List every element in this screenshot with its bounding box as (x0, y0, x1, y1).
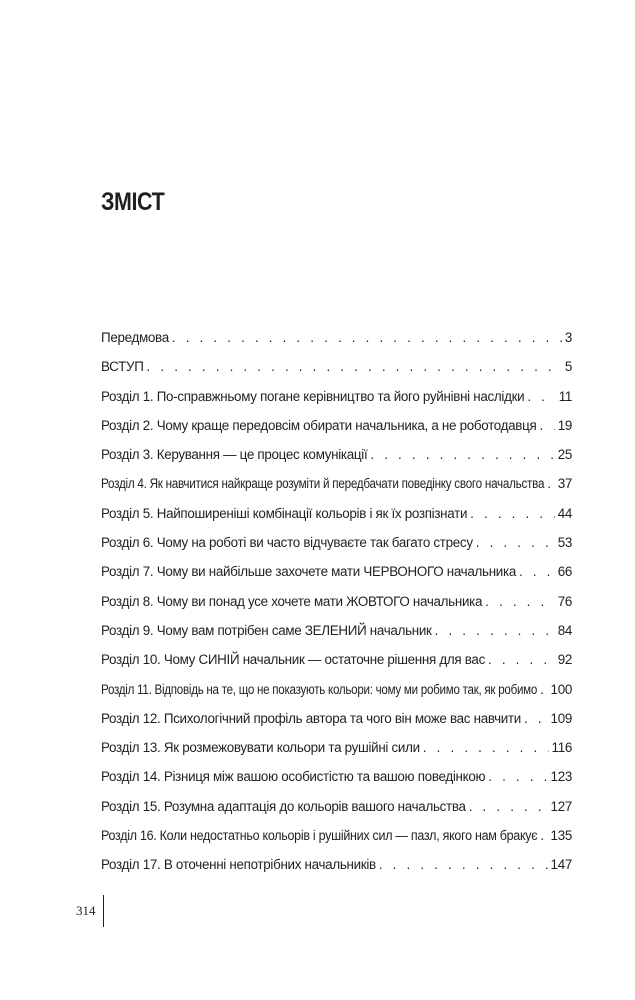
toc-entry-label: Розділ 8. Чому ви понад усе хочете мати ЖОВТОГО начальника (101, 593, 483, 609)
toc-entry[interactable] (101, 499, 572, 528)
toc-entry[interactable] (101, 616, 572, 645)
toc-entry-page: 109 (550, 710, 572, 726)
toc-entry-page: 25 (557, 447, 572, 463)
toc-entry-page: 19 (557, 417, 572, 433)
toc-entry-page: 5 (564, 359, 572, 375)
toc-entry[interactable] (101, 352, 572, 381)
dot-leader (469, 792, 548, 821)
toc-entry[interactable] (101, 850, 572, 879)
page-number: 314 (76, 903, 96, 918)
dot-leader (540, 675, 547, 704)
toc-entry-page: 76 (557, 593, 572, 609)
toc-entry-label: Розділ 7. Чому ви найбільше захочете мати ЧЕРВОНОГО начальника (101, 564, 516, 580)
dot-leader (540, 821, 547, 850)
toc-entry-page: 92 (557, 652, 572, 668)
dot-leader (519, 557, 555, 586)
dot-leader (470, 499, 555, 528)
toc-entry[interactable] (101, 469, 572, 498)
toc-entry-page: 100 (550, 681, 572, 697)
dot-leader (488, 645, 555, 674)
toc-entry-page: 84 (557, 622, 572, 638)
toc-entry-page: 66 (557, 564, 572, 580)
toc-entry-page: 123 (550, 769, 572, 785)
dot-leader (527, 382, 555, 411)
toc-entry[interactable] (101, 528, 572, 557)
folio-divider (103, 895, 104, 927)
toc-entry[interactable] (101, 411, 572, 440)
toc-entry[interactable] (101, 440, 572, 469)
toc-entry-page: 37 (557, 476, 572, 492)
toc-entry-label: Розділ 15. Розумна адаптація до кольорів вашого начальства (101, 798, 466, 814)
toc-entry-page: 44 (557, 505, 572, 521)
toc-entry-label: Розділ 14. Різниця між вашою особистістю та вашою поведінкою (101, 769, 486, 785)
toc-entry[interactable] (101, 323, 572, 352)
toc-entry-label: Розділ 6. Чому на роботі ви часто відчуваєте так багато стресу (101, 535, 473, 551)
dot-leader (379, 850, 548, 879)
dot-leader (147, 352, 562, 381)
toc-entry-page: 11 (558, 388, 572, 404)
dot-leader (485, 587, 555, 616)
dot-leader (524, 704, 548, 733)
toc-entry-label: Розділ 13. Як розмежовувати кольори та рушійні сили (101, 740, 420, 756)
table-of-contents (101, 323, 572, 880)
toc-entry[interactable] (101, 762, 572, 791)
dot-leader (539, 411, 554, 440)
toc-entry[interactable] (101, 704, 572, 733)
toc-entry-label: Розділ 2. Чому краще передовсім обирати начальника, а не роботодавця (101, 417, 537, 433)
toc-entry-label: Розділ 5. Найпоширеніші комбінації кольорів і як їх розпізнати (101, 505, 468, 521)
dot-leader (172, 323, 562, 352)
toc-entry-label: Розділ 12. Психологічний профіль автора та чого він може вас навчити (101, 710, 521, 726)
toc-entry-label: Розділ 16. Коли недостатньо кольорів і рушійних сил — пазл, якого нам бракує (101, 828, 538, 844)
page-title: ЗМІСТ (101, 187, 165, 216)
toc-entry-page: 147 (550, 857, 572, 873)
dot-leader (547, 469, 554, 498)
toc-entry-label: Розділ 1. По-справжньому погане керівництво та його руйнівні наслідки (101, 388, 525, 404)
toc-entry-page: 116 (551, 740, 572, 756)
toc-entry-label: ВСТУП (101, 359, 144, 375)
dot-leader (423, 733, 549, 762)
toc-entry[interactable] (101, 733, 572, 762)
toc-entry-label: Розділ 17. В оточенні непотрібних начальників (101, 857, 376, 873)
toc-entry-page: 53 (557, 535, 572, 551)
dot-leader (488, 762, 547, 791)
toc-entry[interactable] (101, 821, 572, 850)
toc-entry-label: Розділ 4. Як навчитися найкраще розуміти й передбачати поведінку свого начальства (101, 476, 545, 492)
toc-entry-label: Розділ 11. Відповідь на те, що не показують кольори: чому ми робимо так, як робимо (101, 681, 538, 697)
toc-entry-label: Розділ 10. Чому СИНІЙ начальник — остаточне рішення для вас (101, 652, 485, 668)
toc-entry[interactable] (101, 587, 572, 616)
toc-entry[interactable] (101, 645, 572, 674)
toc-entry[interactable] (101, 675, 572, 704)
toc-entry-page: 135 (550, 828, 572, 844)
toc-entry[interactable] (101, 792, 572, 821)
toc-entry-page: 3 (564, 330, 572, 345)
toc-entry-page: 127 (550, 798, 572, 814)
toc-entry[interactable] (101, 382, 572, 411)
dot-leader (476, 528, 555, 557)
toc-entry[interactable] (101, 557, 572, 586)
dot-leader (370, 440, 554, 469)
toc-entry-label: Передмова (101, 330, 169, 345)
toc-entry-label: Розділ 9. Чому вам потрібен саме ЗЕЛЕНИЙ начальник (101, 622, 432, 638)
dot-leader (435, 616, 555, 645)
toc-entry-label: Розділ 3. Керування — це процес комунікації (101, 447, 368, 463)
